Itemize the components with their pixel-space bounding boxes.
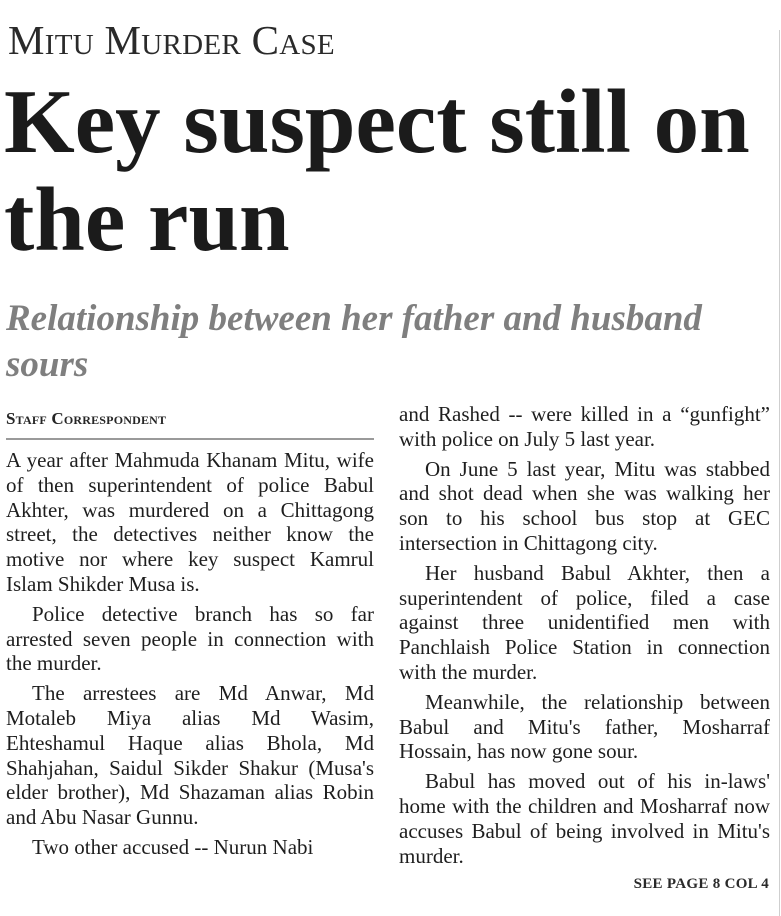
byline: Staff Correspondent xyxy=(6,402,374,440)
left-column xyxy=(6,402,374,860)
paragraph: and Rashed -- were killed in a “gunfight” with police on July 5 last year. xyxy=(399,402,770,451)
right-column xyxy=(399,402,770,868)
paragraph: Meanwhile, the relationship between Babul and Mitu's father, Mosharraf Hossain, has now gone sour. xyxy=(399,689,770,764)
headline: Key suspect still on the run xyxy=(4,71,750,270)
column-rule xyxy=(779,30,780,916)
jump-line: SEE PAGE 8 COL 4 xyxy=(633,876,769,892)
kicker: Mitu Murder Case xyxy=(8,17,335,63)
paragraph: Babul has moved out of his in-laws' home with the children and Mosharraf now accuses Babul of being involved in Mitu's murder. xyxy=(399,769,770,868)
paragraph: Police detective branch has so far arrested seven people in connection with the murder. xyxy=(6,601,374,676)
paragraph: On June 5 last year, Mitu was stabbed and shot dead when she was walking her son to his school bus stop at GEC intersection in Chittagong city. xyxy=(399,456,770,555)
subheadline: Relationship between her father and husband sours xyxy=(6,298,702,385)
paragraph: Her husband Babul Akhter, then a superintendent of police, filed a case against three unidentified men with Panchlaish Police Station in connection with the murder. xyxy=(399,560,770,684)
paragraph: The arrestees are Md Anwar, Md Motaleb Miya alias Md Wasim, Ehteshamul Haque alias Bhola, Md Shahjahan, Saidul Sikder Shakur (Musa's elder brother), Md Shazaman alias Robin and Abu Nasar Gunnu. xyxy=(6,681,374,830)
paragraph: A year after Mahmuda Khanam Mitu, wife of then superintendent of police Babul Akhter, was murdered on a Chittagong street, the detectives neither know the motive nor where key suspect Kamrul Islam Shikder Musa is. xyxy=(6,448,374,596)
paragraph: Two other accused -- Nurun Nabi xyxy=(32,834,314,859)
